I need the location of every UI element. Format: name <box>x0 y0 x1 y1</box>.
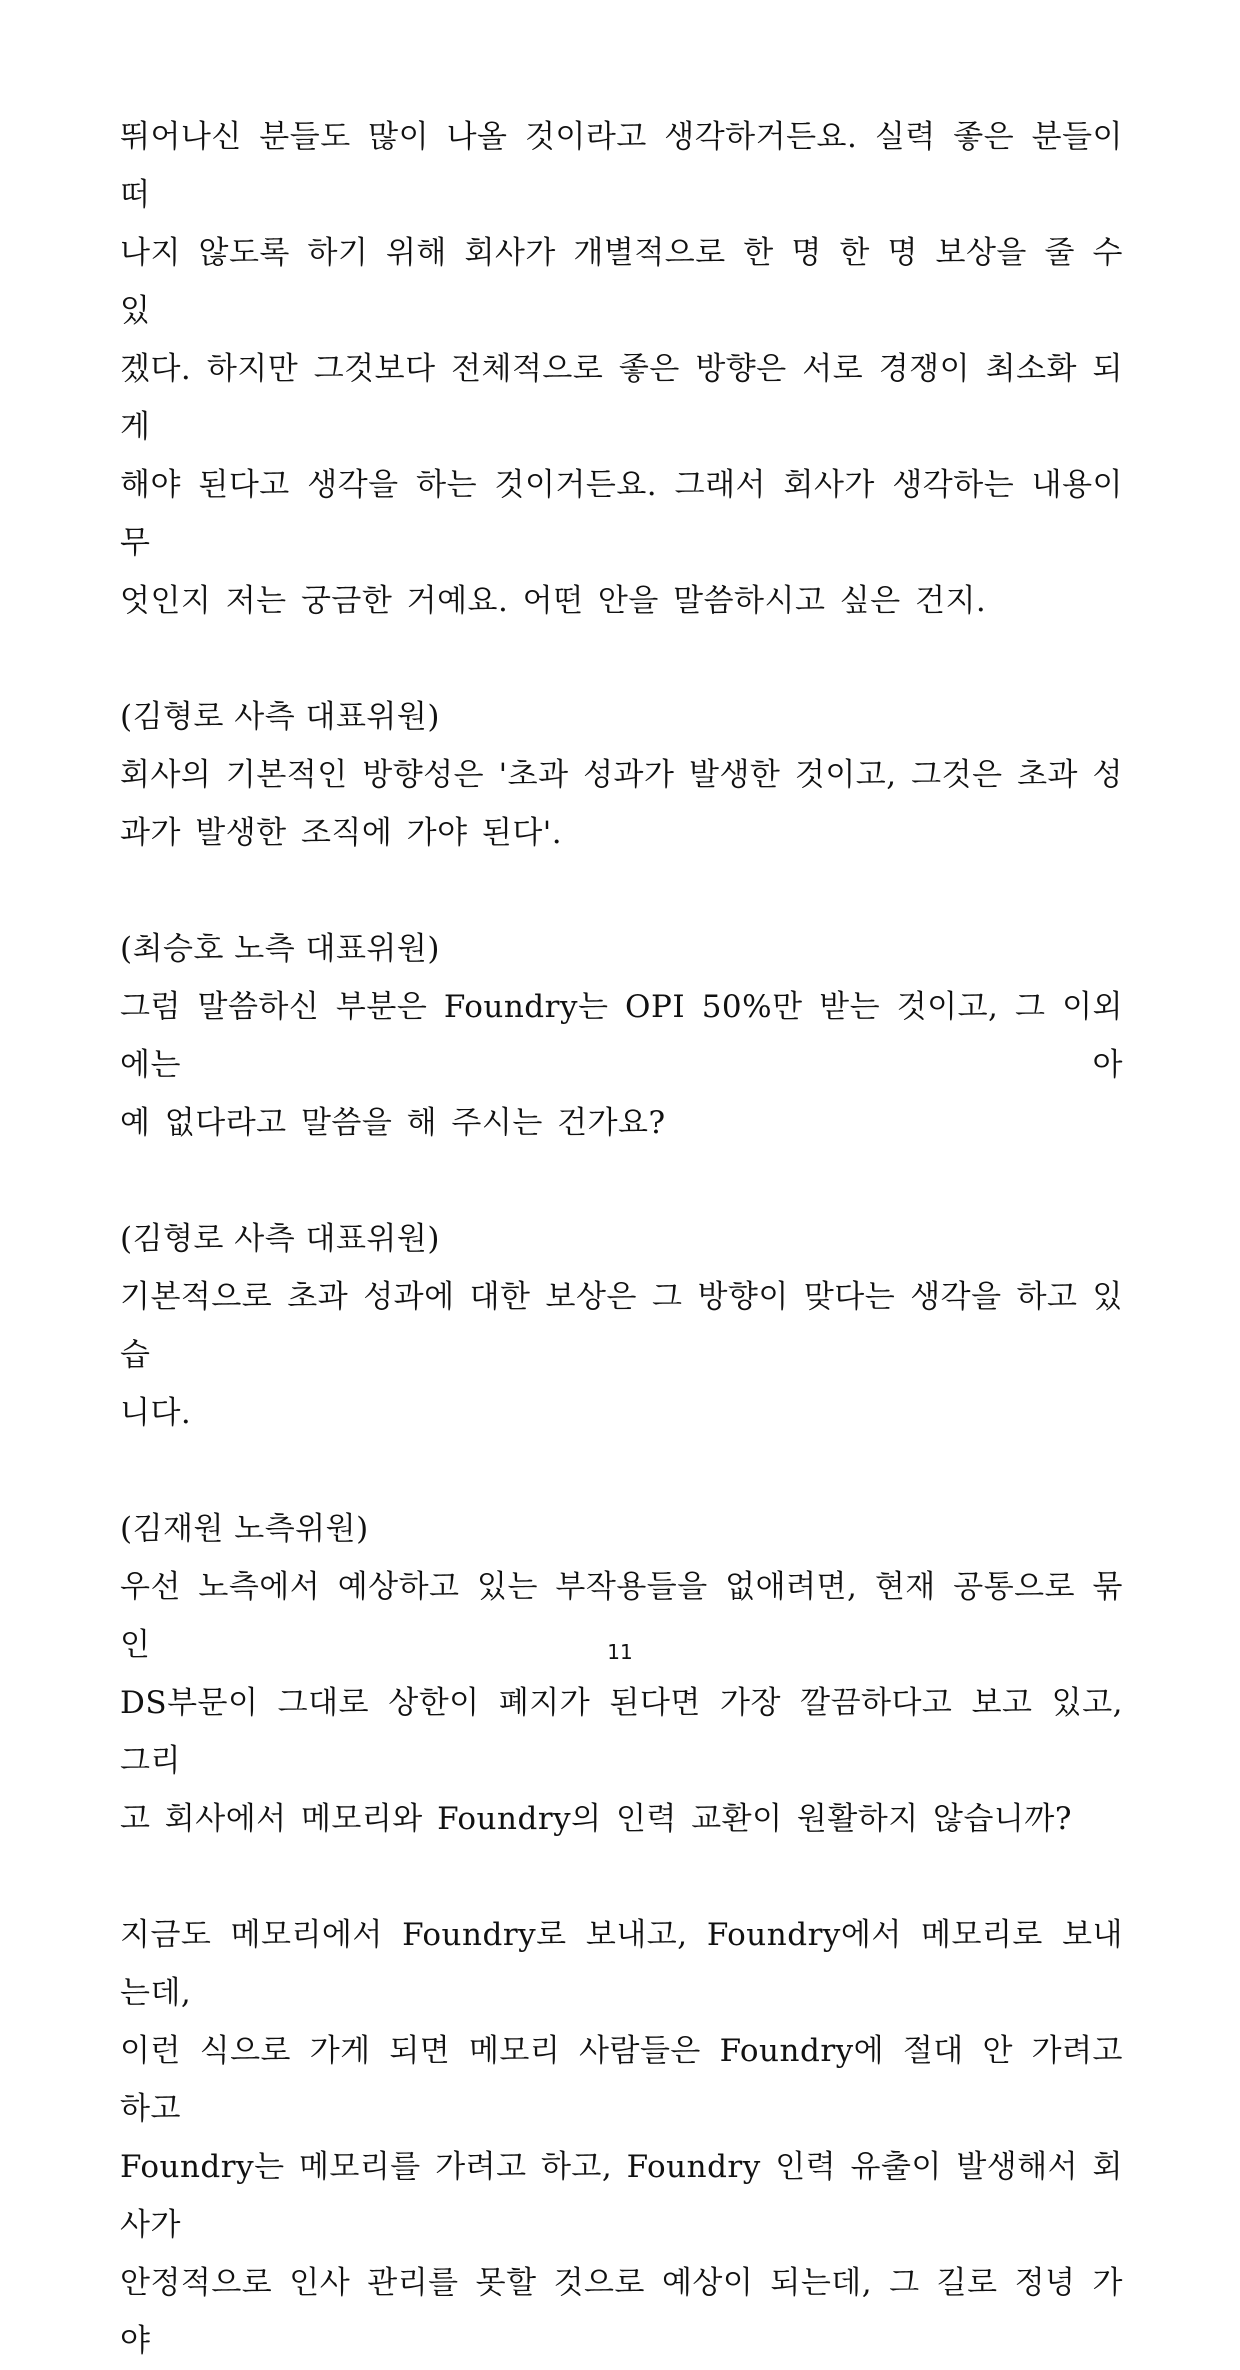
paragraph-block <box>120 1906 1123 2370</box>
text-line: 과가 발생한 조직에 가야 된다'. <box>120 815 563 851</box>
speaker-label: (최승호 노측 대표위원) <box>120 931 440 967</box>
speech-block <box>120 1210 1123 1442</box>
paragraph-block <box>120 108 1123 630</box>
text-line: 회사의 기본적인 방향성은 '초과 성과가 발생한 것이고, 그것은 초과 성 <box>120 757 1123 793</box>
speaker-label: (김형로 사측 대표위원) <box>120 699 440 735</box>
text-line: 그럼 말씀하신 부분은 Foundry는 OPI 50%만 받는 것이고, 그 이외에는 아 <box>120 989 1123 1083</box>
speech-block <box>120 920 1123 1152</box>
text-line: 해야 된다고 생각을 하는 것이거든요. 그래서 회사가 생각하는 내용이 무 <box>120 467 1123 561</box>
text-line: 나지 않도록 하기 위해 회사가 개별적으로 한 명 한 명 보상을 줄 수 있 <box>120 235 1123 329</box>
text-line: 기본적으로 초과 성과에 대한 보상은 그 방향이 맞다는 생각을 하고 있습 <box>120 1279 1123 1373</box>
speaker-label: (김형로 사측 대표위원) <box>120 1221 440 1257</box>
speaker-label: (김재원 노측위원) <box>120 1511 369 1547</box>
text-line: 지금도 메모리에서 Foundry로 보내고, Foundry에서 메모리로 보내는데, <box>120 1917 1123 2011</box>
paragraph-gap <box>120 1442 1123 1500</box>
text-line: 엇인지 저는 궁금한 거예요. 어떤 안을 말씀하시고 싶은 건지. <box>120 583 987 619</box>
speech-block <box>120 688 1123 862</box>
speech-block <box>120 1500 1123 1848</box>
text-line: Foundry는 메모리를 가려고 하고, Foundry 인력 유출이 발생해서 회사가 <box>120 2149 1123 2243</box>
text-line: 겠다. 하지만 그것보다 전체적으로 좋은 방향은 서로 경쟁이 최소화 되게 <box>120 351 1123 445</box>
paragraph-gap <box>120 630 1123 688</box>
text-line: 니다. <box>120 1395 192 1431</box>
paragraph-gap <box>120 1848 1123 1906</box>
text-line: 뛰어나신 분들도 많이 나올 것이라고 생각하거든요. 실력 좋은 분들이 떠 <box>120 119 1123 213</box>
text-line: 고 회사에서 메모리와 Foundry의 인력 교환이 원활하지 않습니까? <box>120 1801 1072 1837</box>
text-line: 예 없다라고 말씀을 해 주시는 건가요? <box>120 1105 666 1141</box>
text-line: 안정적으로 인사 관리를 못할 것으로 예상이 되는데, 그 길로 정녕 가야 <box>120 2265 1123 2359</box>
text-line: DS부문이 그대로 상한이 폐지가 된다면 가장 깔끔하다고 보고 있고, 그리 <box>120 1685 1123 1779</box>
paragraph-gap <box>120 862 1123 920</box>
page-number: 11 <box>607 1640 633 1664</box>
text-line: 이런 식으로 가게 되면 메모리 사람들은 Foundry에 절대 안 가려고 하고 <box>120 2033 1123 2127</box>
text-line: 우선 노측에서 예상하고 있는 부작용들을 없애려면, 현재 공통으로 묶인 <box>120 1569 1123 1663</box>
document-body <box>120 108 1123 2370</box>
paragraph-gap <box>120 1152 1123 1210</box>
